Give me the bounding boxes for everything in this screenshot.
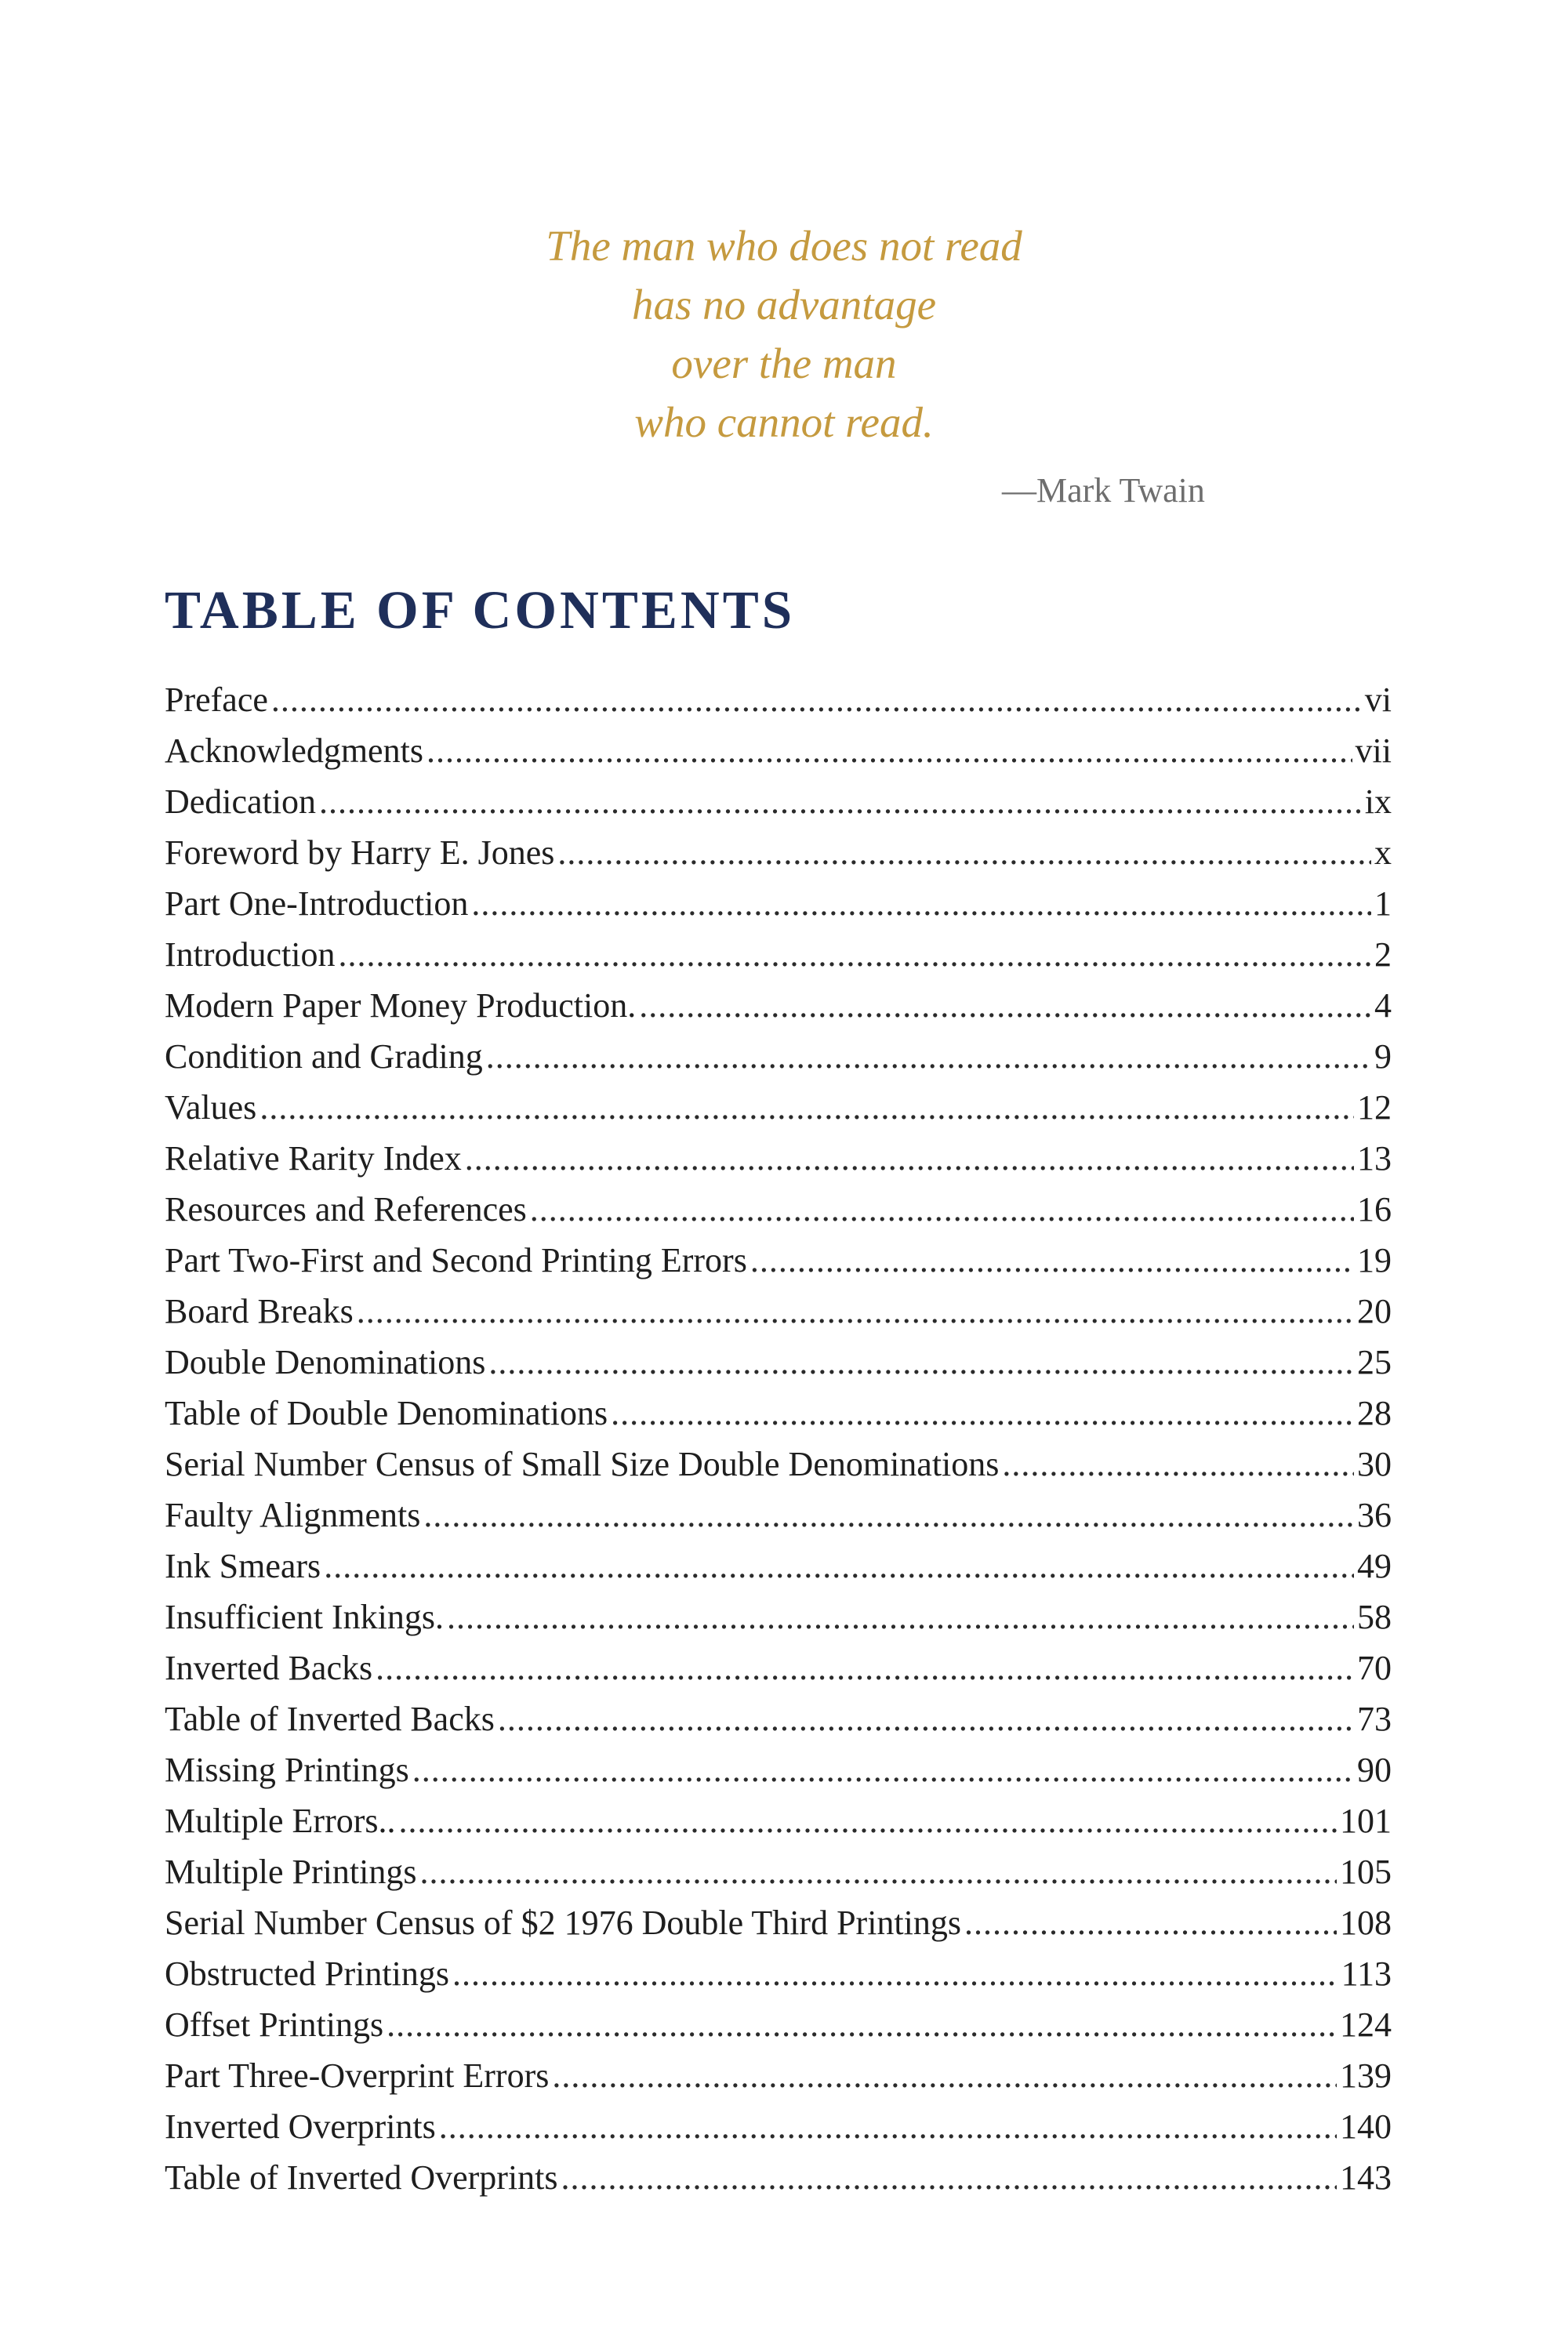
toc-entry-page-number: 58 [1357,1598,1392,1636]
toc-entry-page-number: 101 [1340,1802,1392,1840]
dot-leader [964,1897,1337,1948]
toc-list [165,674,1392,2203]
dot-leader [423,1490,1354,1541]
toc-entry-title: Faulty Alignments [165,1496,421,1534]
dot-leader [561,2152,1337,2203]
toc-entry[interactable] [165,1693,1392,1744]
toc-entry-title: Offset Printings [165,2005,384,2044]
toc-entry-page-number: vii [1355,731,1392,770]
toc-entry[interactable] [165,878,1392,929]
toc-entry-title: Values [165,1088,257,1127]
dot-leader [426,725,1352,776]
toc-entry-page-number: 19 [1357,1241,1392,1279]
toc-entry-page-number: ix [1364,782,1392,821]
toc-entry-page-number: 113 [1341,1955,1392,1993]
toc-entry[interactable] [165,1642,1392,1693]
dot-leader [324,1541,1354,1592]
toc-entry-title: Condition and Grading [165,1037,483,1076]
dot-leader [399,1795,1337,1846]
dot-leader [439,2101,1337,2152]
dot-leader [750,1235,1354,1286]
dot-leader [486,1031,1371,1082]
toc-entry-title: Introduction [165,935,336,974]
toc-entry-title: Inverted Overprints [165,2107,436,2146]
toc-entry-title: Missing Printings [165,1751,409,1789]
dot-leader [357,1286,1354,1337]
epigraph-line: over the man [671,339,897,387]
toc-entry-title: Preface [165,681,268,719]
toc-entry[interactable] [165,1490,1392,1541]
dot-leader [465,1133,1354,1184]
toc-entry-page-number: 73 [1357,1700,1392,1738]
toc-entry[interactable] [165,1592,1392,1642]
toc-entry-page-number: x [1374,833,1392,872]
dot-leader [611,1388,1354,1439]
toc-entry-page-number: 108 [1340,1904,1392,1942]
toc-entry[interactable] [165,1541,1392,1592]
dot-leader [376,1642,1354,1693]
toc-entry[interactable] [165,1184,1392,1235]
toc-entry-page-number: 124 [1340,2005,1392,2044]
dot-leader [498,1693,1354,1744]
toc-entry[interactable] [165,1999,1392,2050]
toc-entry-page-number: 70 [1357,1649,1392,1687]
toc-entry[interactable] [165,1744,1392,1795]
toc-entry[interactable] [165,2050,1392,2101]
toc-entry[interactable] [165,1439,1392,1490]
dot-leader [271,674,1362,725]
epigraph-quote [0,216,1568,452]
toc-entry[interactable] [165,1133,1392,1184]
toc-entry-page-number: 90 [1357,1751,1392,1789]
dot-leader [319,776,1362,827]
dot-leader [452,1948,1338,1999]
toc-entry-title: Table of Inverted Backs [165,1700,495,1738]
toc-entry-page-number: 49 [1357,1547,1392,1585]
toc-entry-title: Inverted Backs [165,1649,373,1687]
toc-entry[interactable] [165,1948,1392,1999]
toc-entry-title: Part One-Introduction [165,884,469,923]
toc-entry-page-number: 13 [1357,1139,1392,1178]
toc-entry-page-number: 143 [1340,2158,1392,2197]
toc-entry-title: Relative Rarity Index [165,1139,462,1178]
dot-leader [530,1184,1354,1235]
toc-entry[interactable] [165,1286,1392,1337]
toc-entry-page-number: 28 [1357,1394,1392,1432]
toc-entry-page-number: 1 [1374,884,1392,923]
toc-entry-title: Acknowledgments [165,731,423,770]
toc-entry-page-number: 4 [1374,986,1392,1025]
toc-entry-page-number: 16 [1357,1190,1392,1229]
dot-leader [447,1592,1354,1642]
toc-entry-title: Resources and References [165,1190,527,1229]
toc-entry-title: Insufficient Inkings. [165,1598,445,1636]
toc-entry-title: Part Two-First and Second Printing Errors [165,1241,747,1279]
toc-entry-title: Serial Number Census of $2 1976 Double Third Printings [165,1904,961,1942]
toc-entry-title: Table of Inverted Overprints [165,2158,558,2197]
toc-entry-page-number: 105 [1340,1853,1392,1891]
toc-entry[interactable] [165,776,1392,827]
toc-entry-title: Dedication [165,782,317,821]
dot-leader [260,1082,1354,1133]
toc-entry-title: Table of Double Denominations [165,1394,608,1432]
toc-entry-page-number: 25 [1357,1343,1392,1381]
toc-entry-page-number: 20 [1357,1292,1392,1330]
toc-entry-page-number: 140 [1340,2107,1392,2146]
toc-entry-page-number: 9 [1374,1037,1392,1076]
toc-entry-title: Ink Smears [165,1547,321,1585]
toc-entry[interactable] [165,827,1392,878]
toc-entry-title: Board Breaks [165,1292,354,1330]
dot-leader [339,929,1371,980]
epigraph-line: who cannot read. [634,398,934,446]
toc-entry[interactable] [165,1031,1392,1082]
toc-entry-title: Part Three-Overprint Errors [165,2056,550,2095]
toc-entry-page-number: vi [1364,681,1392,719]
toc-entry-title: Modern Paper Money Production. [165,986,637,1025]
toc-entry-page-number: 30 [1357,1445,1392,1483]
epigraph-attribution: —Mark Twain [1002,471,1205,510]
toc-entry-page-number: 2 [1374,935,1392,974]
dot-leader [412,1744,1354,1795]
toc-entry[interactable] [165,1337,1392,1388]
dot-leader [557,827,1371,878]
toc-entry[interactable] [165,725,1392,776]
epigraph-line: has no advantage [631,281,936,328]
toc-entry[interactable] [165,980,1392,1031]
toc-entry-page-number: 139 [1340,2056,1392,2095]
toc-entry[interactable] [165,1846,1392,1897]
dot-leader [1002,1439,1354,1490]
toc-entry[interactable] [165,1795,1392,1846]
epigraph-line: The man who does not read [546,222,1022,270]
toc-entry[interactable] [165,674,1392,725]
toc-entry-title: Multiple Errors.. [165,1802,396,1840]
dot-leader [419,1846,1337,1897]
toc-entry[interactable] [165,1235,1392,1286]
toc-entry[interactable] [165,1082,1392,1133]
toc-entry-title: Obstructed Printings [165,1955,449,1993]
toc-heading: TABLE OF CONTENTS [165,580,796,640]
toc-entry-title: Foreword by Harry E. Jones [165,833,555,872]
toc-entry-page-number: 12 [1357,1088,1392,1127]
dot-leader [387,1999,1337,2050]
toc-entry-title: Multiple Printings [165,1853,417,1891]
toc-entry-title: Double Denominations [165,1343,486,1381]
dot-leader [639,980,1371,1031]
toc-entry[interactable] [165,1388,1392,1439]
toc-entry[interactable] [165,1897,1392,1948]
dot-leader [488,1337,1354,1388]
toc-entry[interactable] [165,2152,1392,2203]
toc-entry[interactable] [165,929,1392,980]
dot-leader [552,2050,1337,2101]
toc-entry-page-number: 36 [1357,1496,1392,1534]
dot-leader [471,878,1371,929]
toc-entry[interactable] [165,2101,1392,2152]
toc-entry-title: Serial Number Census of Small Size Double Denominations [165,1445,1000,1483]
